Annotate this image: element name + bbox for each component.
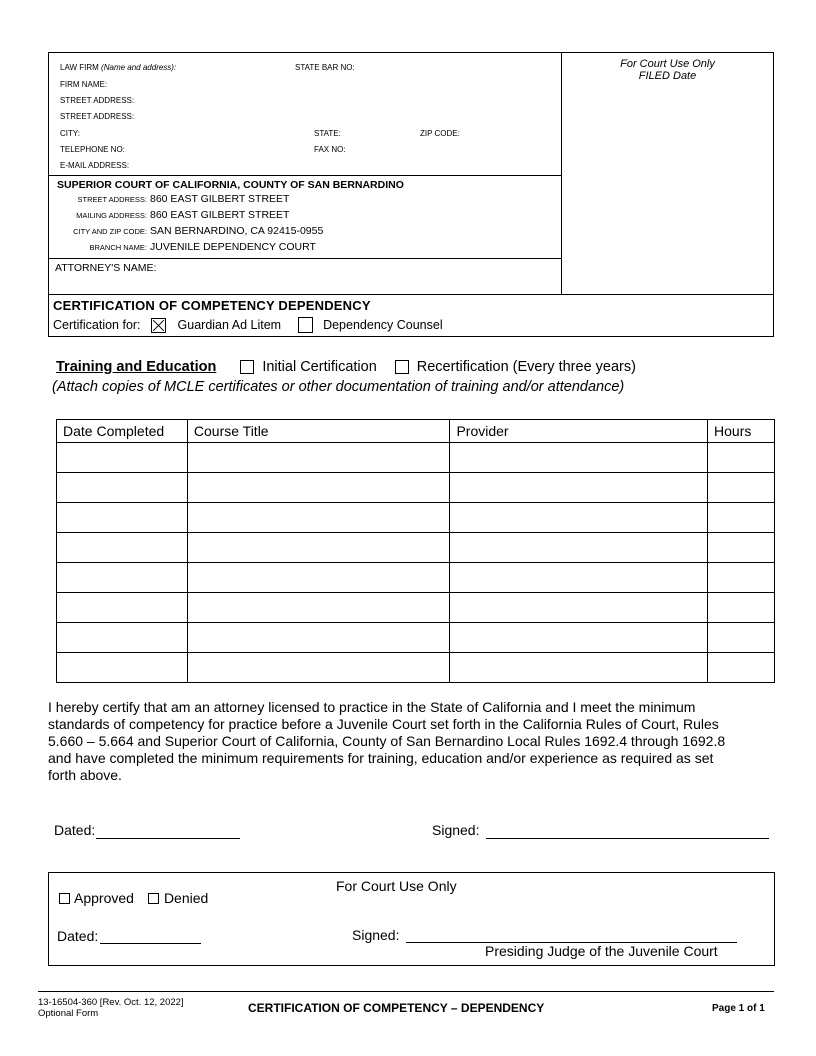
court-branch-label: BRANCH NAME:	[89, 243, 147, 252]
decision-row	[59, 890, 208, 906]
column-date-completed: Date Completed	[57, 420, 188, 443]
court-use-box	[48, 872, 775, 966]
court-street-label: STREET ADDRESS:	[77, 195, 147, 204]
course-cell[interactable]	[187, 593, 450, 623]
court-use-header: For Court Use Only FILED Date	[620, 58, 715, 82]
page-number: Page 1 of 1	[712, 1003, 765, 1014]
hours-cell[interactable]	[708, 503, 775, 533]
hours-cell[interactable]	[708, 623, 775, 653]
column-hours: Hours	[708, 420, 775, 443]
date-cell[interactable]	[57, 563, 188, 593]
court-section-divider	[49, 175, 562, 176]
court-title: SUPERIOR COURT OF CALIFORNIA, COUNTY OF SAN BERNARDINO	[57, 179, 404, 191]
zip-label: ZIP CODE:	[420, 129, 460, 138]
provider-cell[interactable]	[450, 473, 708, 503]
hours-cell[interactable]	[708, 473, 775, 503]
provider-cell[interactable]	[450, 533, 708, 563]
date-cell[interactable]	[57, 503, 188, 533]
court-mailing-label: MAILING ADDRESS:	[76, 211, 147, 220]
form-info	[38, 997, 184, 1019]
date-cell[interactable]	[57, 533, 188, 563]
table-row	[57, 653, 775, 683]
form-number: 13-16504-360 [Rev. Oct. 12, 2022]	[38, 997, 184, 1008]
judge-caption: Presiding Judge of the Juvenile Court	[485, 943, 718, 959]
course-cell[interactable]	[187, 653, 450, 683]
hours-cell[interactable]	[708, 443, 775, 473]
statement-line: standards of competency for practice before a Juvenile Court set forth in the California Rules of Court, Rules	[48, 716, 719, 732]
denied-checkbox[interactable]	[148, 893, 159, 904]
state-bar-label: STATE BAR NO:	[295, 63, 355, 72]
signature-field[interactable]	[486, 822, 769, 839]
table-row	[57, 593, 775, 623]
guardian-ad-litem-checkbox[interactable]	[151, 318, 166, 333]
law-firm-label: LAW FIRM (Name and address):	[60, 63, 177, 72]
denied-label: Denied	[163, 890, 209, 906]
state-label: STATE:	[314, 129, 341, 138]
provider-cell[interactable]	[450, 443, 708, 473]
telephone-label: TELEPHONE NO:	[60, 145, 125, 154]
course-cell[interactable]	[187, 533, 450, 563]
provider-cell[interactable]	[450, 593, 708, 623]
court-signed-label: Signed:	[352, 927, 400, 943]
provider-cell[interactable]	[450, 563, 708, 593]
city-label: CITY:	[60, 129, 81, 138]
footer-title: CERTIFICATION OF COMPETENCY – DEPENDENCY	[248, 1001, 545, 1015]
course-cell[interactable]	[187, 623, 450, 653]
court-city-zip-value: SAN BERNARDINO, CA 92415-0955	[150, 225, 324, 237]
course-cell[interactable]	[187, 563, 450, 593]
course-cell[interactable]	[187, 473, 450, 503]
certification-for-label: Certification for:	[53, 318, 141, 332]
court-dated-field[interactable]	[100, 927, 201, 944]
guardian-ad-litem-label: Guardian Ad Litem	[177, 318, 282, 332]
attorney-name-divider	[49, 258, 562, 259]
recertification-checkbox[interactable]	[395, 360, 409, 374]
hours-cell[interactable]	[708, 563, 775, 593]
table-row	[57, 563, 775, 593]
provider-cell[interactable]	[450, 623, 708, 653]
street-address-label: STREET ADDRESS:	[60, 96, 135, 105]
course-cell[interactable]	[187, 503, 450, 533]
dated-label: Dated:	[54, 822, 96, 838]
court-use-title: For Court Use Only	[336, 878, 457, 894]
statement-line: 5.660 – 5.664 and Superior Court of California, County of San Bernardino Local Rules 1692.4 through 1692.8	[48, 733, 726, 749]
court-city-zip-label: CITY AND ZIP CODE:	[73, 227, 147, 236]
certification-divider	[49, 294, 773, 295]
firm-name-label: FIRM NAME:	[60, 80, 108, 89]
training-instructions: (Attach copies of MCLE certificates or other documentation of training and/or attendance)	[52, 379, 625, 395]
course-cell[interactable]	[187, 443, 450, 473]
statement-line: I hereby certify that am an attorney licensed to practice in the State of California and I meet the minimum	[48, 699, 696, 715]
date-cell[interactable]	[57, 593, 188, 623]
court-branch-value: JUVENILE DEPENDENCY COURT	[150, 241, 316, 253]
date-cell[interactable]	[57, 473, 188, 503]
court-street-value: 860 EAST GILBERT STREET	[150, 193, 290, 205]
approved-label: Approved	[74, 890, 134, 906]
table-row	[57, 533, 775, 563]
caption-box	[48, 52, 774, 337]
form-type: Optional Form	[38, 1008, 99, 1019]
approved-checkbox[interactable]	[59, 893, 70, 904]
footer-rule	[38, 991, 774, 992]
hours-cell[interactable]	[708, 653, 775, 683]
table-row	[57, 443, 775, 473]
table-row	[57, 503, 775, 533]
date-cell[interactable]	[57, 653, 188, 683]
column-course-title: Course Title	[187, 420, 450, 443]
recertification-label: Recertification (Every three years)	[416, 359, 636, 375]
email-label: E-MAIL ADDRESS:	[60, 161, 130, 170]
provider-cell[interactable]	[450, 653, 708, 683]
fax-label: FAX NO:	[314, 145, 346, 154]
statement-line: and have completed the minimum requirements for training, education and/or experience as required as set	[48, 750, 714, 766]
court-dated-label: Dated:	[57, 928, 99, 944]
dated-field[interactable]	[96, 822, 240, 839]
table-row	[57, 473, 775, 503]
certification-for-row	[53, 317, 443, 333]
date-cell[interactable]	[57, 623, 188, 653]
provider-cell[interactable]	[450, 503, 708, 533]
dependency-counsel-checkbox[interactable]	[298, 317, 313, 333]
certification-statement	[48, 699, 778, 784]
signed-label: Signed:	[432, 822, 480, 838]
attorney-name-label: ATTORNEY'S NAME:	[55, 262, 157, 274]
judge-signature-field[interactable]	[406, 926, 737, 943]
column-provider: Provider	[450, 420, 708, 443]
date-cell[interactable]	[57, 443, 188, 473]
court-mailing-value: 860 EAST GILBERT STREET	[150, 209, 290, 221]
table-header-row	[57, 420, 775, 443]
hours-cell[interactable]	[708, 593, 775, 623]
certification-title: CERTIFICATION OF COMPETENCY DEPENDENCY	[53, 298, 371, 313]
street-address-label-2: STREET ADDRESS:	[60, 112, 135, 121]
dependency-counsel-label: Dependency Counsel	[323, 318, 443, 332]
initial-certification-checkbox[interactable]	[240, 360, 254, 374]
statement-line: forth above.	[48, 767, 122, 783]
training-table	[56, 419, 775, 683]
table-row	[57, 623, 775, 653]
hours-cell[interactable]	[708, 533, 775, 563]
initial-certification-label: Initial Certification	[262, 359, 377, 375]
training-heading: Training and Education	[56, 359, 217, 375]
training-header-row	[56, 359, 636, 375]
